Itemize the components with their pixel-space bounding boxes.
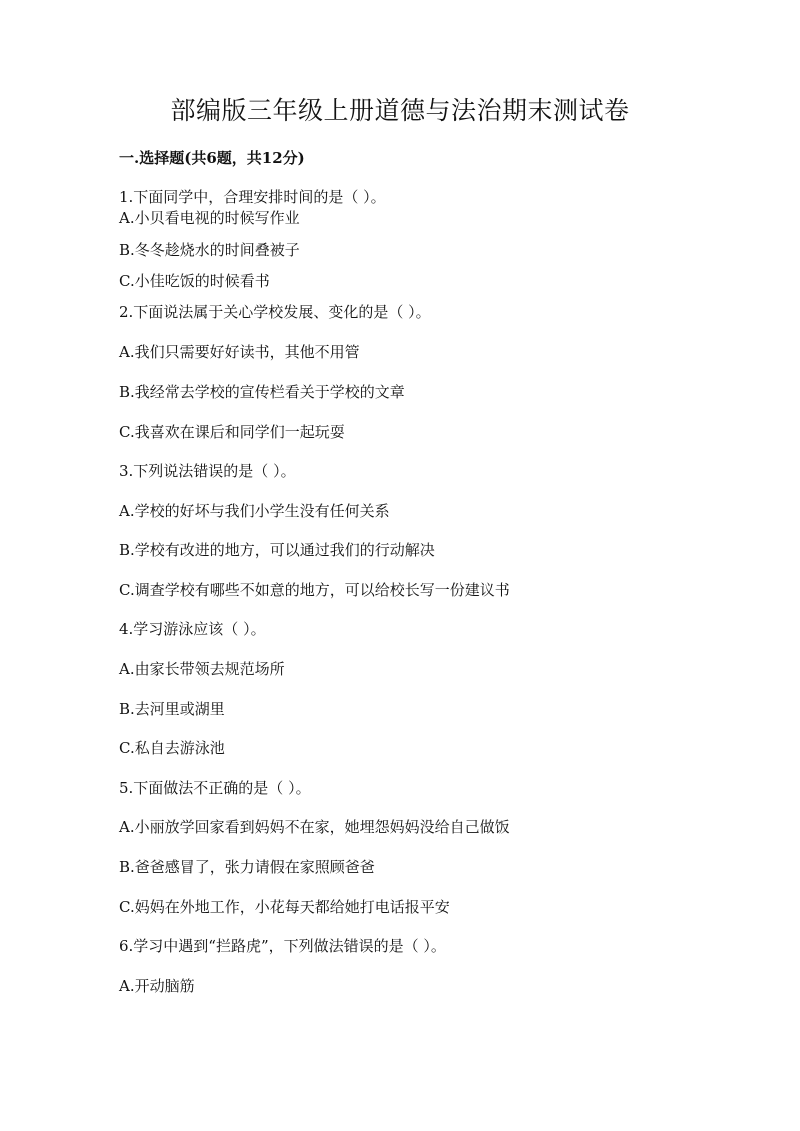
question-1-option-b: B.冬冬趁烧水的时间叠被子 (119, 241, 300, 259)
question-4-option-a: A.由家长带领去规范场所 (119, 660, 285, 678)
question-5-option-c: C.妈妈在外地工作，小花每天都给她打电话报平安 (119, 898, 450, 916)
question-5-option-a: A.小丽放学回家看到妈妈不在家，她埋怨妈妈没给自己做饭 (119, 818, 510, 836)
question-5-option-b: B.爸爸感冒了，张力请假在家照顾爸爸 (119, 858, 375, 876)
question-1-option-c: C.小佳吃饭的时候看书 (119, 272, 270, 290)
question-3-option-b: B.学校有改进的地方，可以通过我们的行动解决 (119, 541, 435, 559)
question-3-option-c: C.调查学校有哪些不如意的地方，可以给校长写一份建议书 (119, 581, 510, 599)
question-2-option-c: C.我喜欢在课后和同学们一起玩耍 (119, 423, 345, 441)
question-4-option-b: B.去河里或湖里 (119, 700, 225, 718)
question-2-option-b: B.我经常去学校的宣传栏看关于学校的文章 (119, 383, 405, 401)
question-2-option-a: A.我们只需要好好读书，其他不用管 (119, 343, 360, 361)
question-4-option-c: C.私自去游泳池 (119, 739, 225, 757)
question-1-stem: 1.下面同学中，合理安排时间的是（ ）。 (119, 188, 386, 206)
question-4-stem: 4.学习游泳应该（ ）。 (119, 620, 266, 638)
question-2-stem: 2.下面说法属于关心学校发展、变化的是（ ）。 (119, 303, 431, 321)
question-1-option-a: A.小贝看电视的时候写作业 (119, 209, 300, 227)
question-5-stem: 5.下面做法不正确的是（ ）。 (119, 779, 311, 797)
section-heading: 一.选择题(共6题，共12分) (119, 149, 305, 167)
question-6-stem: 6.学习中遇到“拦路虎”，下列做法错误的是（ ）。 (119, 937, 446, 955)
question-3-option-a: A.学校的好坏与我们小学生没有任何关系 (119, 502, 390, 520)
page-title: 部编版三年级上册道德与法治期末测试卷 (170, 96, 630, 125)
question-3-stem: 3.下列说法错误的是（ ）。 (119, 462, 296, 480)
question-6-option-a: A.开动脑筋 (119, 977, 195, 995)
